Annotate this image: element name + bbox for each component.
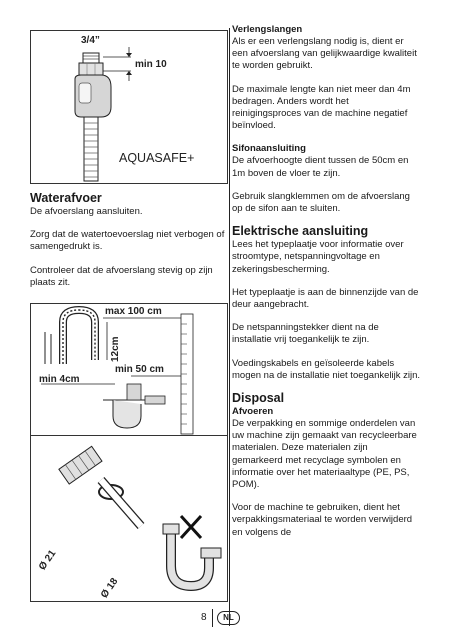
text-netspanningstekker: De netspanningstekker dient na de installatie vrij toegankelijk te zijn. — [232, 322, 379, 346]
text-slangklemmen: Gebruik slangklemmen om de afvoerslang op de sifon aan te sluiten. — [232, 190, 410, 215]
label-min-4cm: min 4cm — [39, 374, 80, 386]
heading-elektrische-aansluiting: Elektrische aansluiting — [232, 224, 369, 239]
language-badge: NL — [217, 611, 240, 625]
label-diameter-21: Ø 21 — [37, 548, 59, 573]
title-afvoeren: Afvoeren — [232, 406, 274, 418]
label-diameter-18: Ø 18 — [99, 576, 121, 601]
label-min-10: min 10 — [135, 59, 167, 70]
text-maximale-lengte: De maximale lengte kan niet meer dan 4m bedragen. Anders wordt het reinigingsproces van de machine negatief beïnvloed. — [232, 83, 411, 132]
text-afvoerhoogte: De afvoerhoogte dient tussen de 50cm en 1m boven de vloer te zijn. — [232, 155, 409, 179]
text-watertoevoerslang: Zorg dat de watertoevoerslag niet verbogen of samengedrukt is. — [30, 229, 225, 253]
text-afvoerslang-aansluiten: De afvoerslang aansluiten. — [30, 206, 143, 217]
label-thread-size: 3/4” — [81, 35, 100, 46]
aquasafe-brand-label: AQUASAFE+ — [119, 151, 195, 165]
left-column — [30, 30, 230, 602]
text-voedingskabels: Voedingskabels en geïsoleerde kabels mogen na de installatie niet toegankelijk zijn. — [232, 357, 421, 381]
figure-aquasafe-connection — [30, 30, 228, 184]
figure-drain-heights — [30, 303, 228, 436]
label-max-100cm: max 100 cm — [105, 306, 162, 318]
label-12cm: 12cm — [110, 336, 121, 363]
text-typeplaatje-locatie: Het typeplaatje is aan de binnenzijde van de deur aangebracht. — [232, 286, 419, 311]
text-afvoerslang-stevig: Controleer dat de afvoerslang stevig op zijn plaats zit. — [30, 264, 213, 288]
page-number: 8 — [201, 612, 207, 623]
right-column — [232, 24, 420, 539]
waterafvoer-section — [30, 191, 230, 289]
title-verlengslangen: Verlengslangen — [232, 24, 303, 35]
figure-trap-connection — [30, 435, 228, 602]
text-typeplaatje-info: Lees het typeplaatje voor informatie over stroomtype, netspanningvoltage en zekeringsbescherming. — [232, 239, 404, 275]
text-verpakking: De verpakking en sommige onderdelen van uw machine zijn gemaakt van recycleerbare materialen. Deze materialen zijn gemarkeerd met recyclage symbolen en informatie over het materiaaltype (PE, PS, POM). — [232, 418, 417, 491]
text-voor-gebruik: Voor de machine te gebruiken, dient het verpakkingsmateriaal te worden verwijderd en volgens de — [232, 502, 413, 538]
heading-disposal: Disposal — [232, 391, 285, 406]
heading-waterafvoer: Waterafvoer — [30, 191, 102, 205]
text-verlengslangen: Als er een verlengslang nodig is, dient er een afvoerslang van gelijkwaardige kwaliteit te worden gebruikt. — [232, 36, 417, 72]
label-min-50cm: min 50 cm — [115, 364, 164, 376]
footer-separator — [212, 609, 213, 627]
title-sifonaansluiting: Sifonaansluiting — [232, 143, 306, 155]
trap-connection-drawing — [31, 436, 227, 601]
